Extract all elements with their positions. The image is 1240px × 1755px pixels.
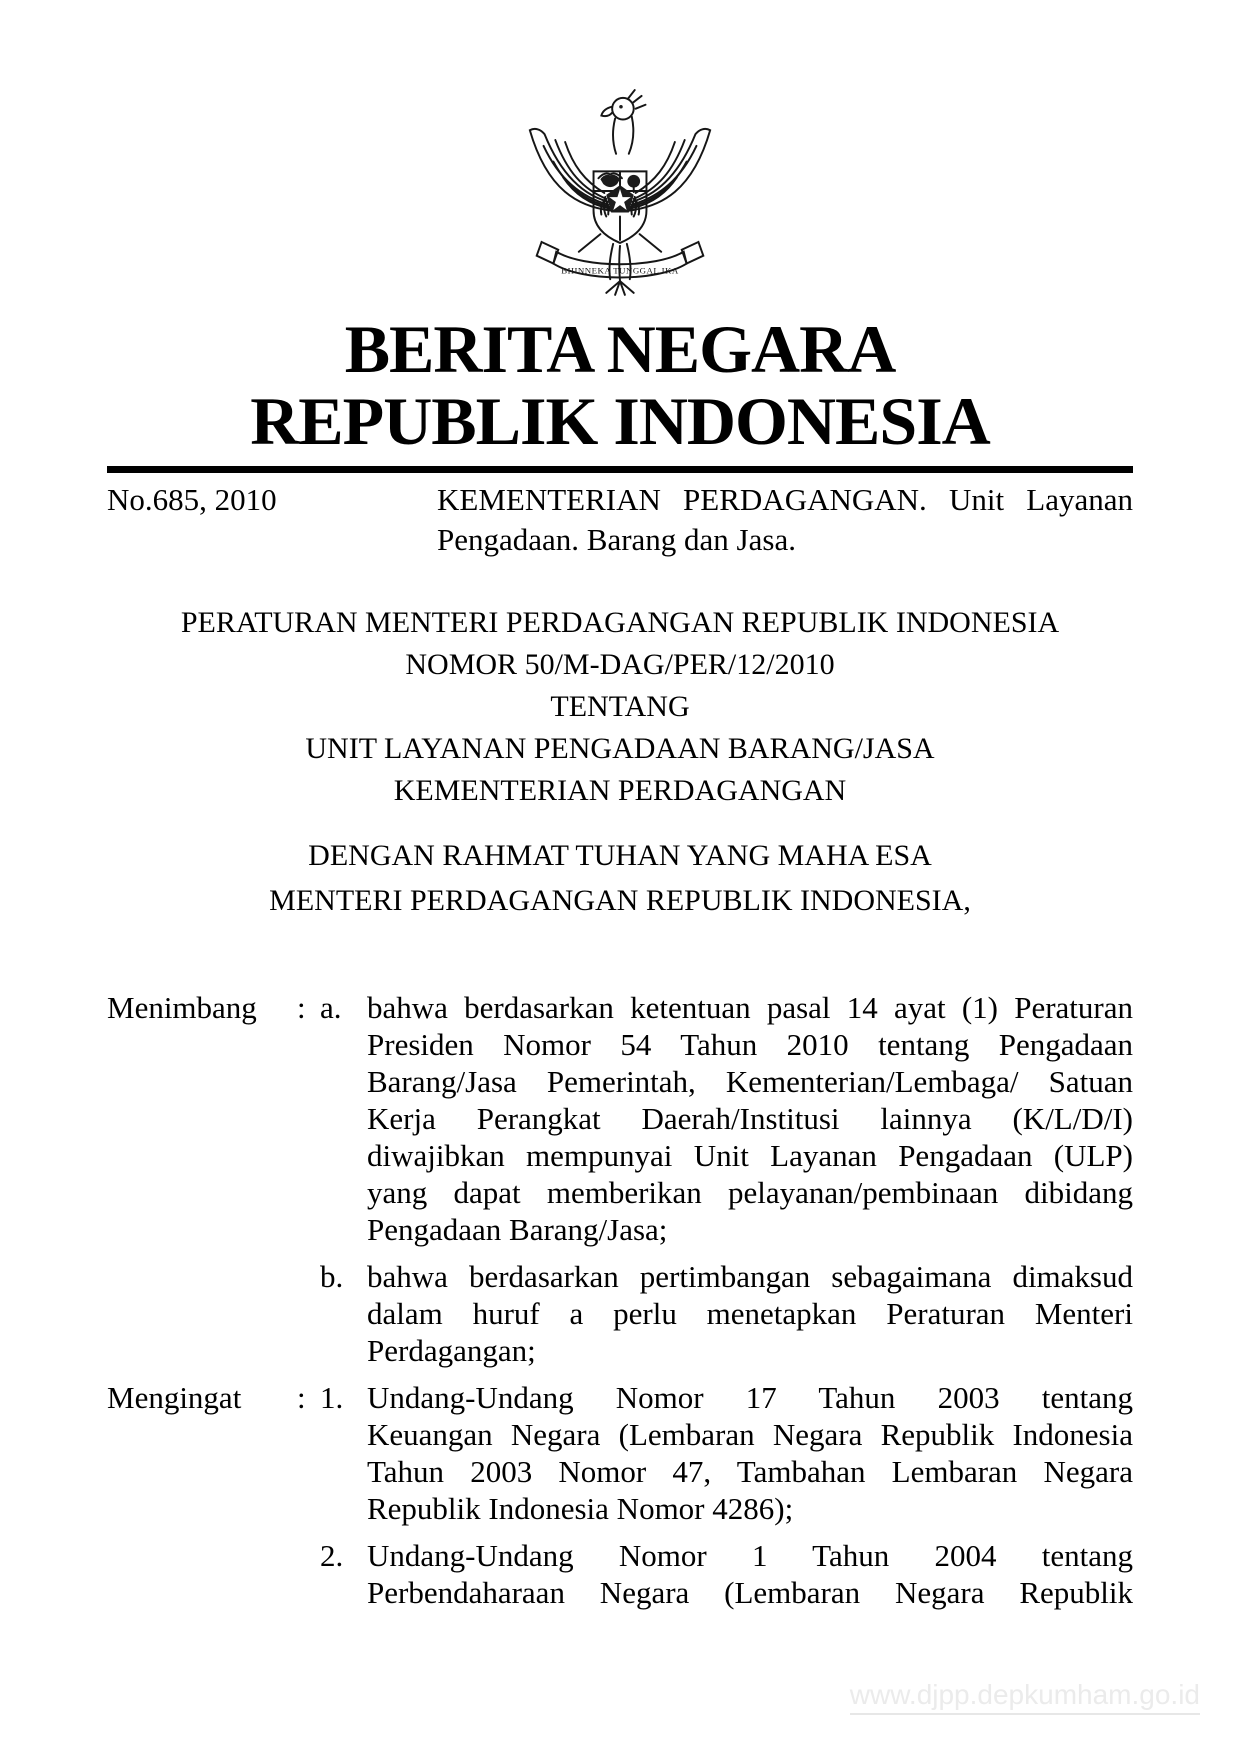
- page-content: [107, 85, 1133, 1611]
- gazette-title-line2: REPUBLIK INDONESIA: [250, 383, 990, 459]
- clause-colon: :: [297, 1380, 306, 1415]
- clause-text: [367, 1379, 1133, 1527]
- clause-row: [107, 989, 1133, 1248]
- clause-line: Kerja Perangkat Daerah/Institusi lainnya (K/L/D/I): [367, 1101, 1133, 1136]
- clause-colon: :: [297, 990, 306, 1025]
- clause-line: Perbendaharaan Negara (Lembaran Negara Republik: [367, 1575, 1133, 1610]
- watermark-url: www.djpp.depkumham.go.id: [850, 1680, 1200, 1715]
- masthead-rule: [107, 466, 1133, 473]
- garuda-pancasila-emblem: [522, 85, 718, 297]
- regulation-tentang-line: TENTANG: [550, 690, 690, 723]
- clause-row: [107, 1258, 1133, 1369]
- left-wing: [530, 129, 612, 211]
- clause-text: [367, 989, 1133, 1248]
- pancasila-shield: [594, 171, 647, 243]
- clause-line: diwajibkan mempunyai Unit Layanan Pengadaan (ULP): [367, 1138, 1133, 1173]
- clause-line: Pengadaan Barang/Jasa;: [367, 1212, 668, 1247]
- clause-line: Keuangan Negara (Lembaran Negara Republik Indonesia: [367, 1417, 1133, 1452]
- issue-subject: [437, 480, 1133, 560]
- regulation-subject-line2: KEMENTERIAN PERDAGANGAN: [393, 774, 847, 807]
- clause-marker: 2.: [320, 1538, 344, 1573]
- clause-line: bahwa berdasarkan ketentuan pasal 14 ayat (1) Peraturan: [367, 990, 1133, 1025]
- clause-label: [107, 1258, 297, 1369]
- preamble: [107, 833, 1133, 923]
- gazette-masthead: [107, 313, 1133, 457]
- clause-colon: [297, 1537, 320, 1611]
- clause-label: Mengingat: [107, 1380, 242, 1415]
- preamble-line1: DENGAN RAHMAT TUHAN YANG MAHA ESA: [308, 839, 932, 872]
- clause-label: Menimbang: [107, 990, 257, 1025]
- clause-row: [107, 1379, 1133, 1527]
- garuda-head: [601, 90, 645, 154]
- clause-line: dalam huruf a perlu menetapkan Peraturan Menteri: [367, 1296, 1133, 1331]
- clause-line: Presiden Nomor 54 Tahun 2010 tentang Pengadaan: [367, 1027, 1133, 1062]
- clause-line: yang dapat memberikan pelayanan/pembinaan dibidang: [367, 1175, 1133, 1210]
- gazette-title-line1: BERITA NEGARA: [344, 311, 896, 387]
- motto-text: BHINNEKA TUNGGAL IKA: [561, 265, 679, 276]
- clause-text: [367, 1258, 1133, 1369]
- regulation-subject-line1: UNIT LAYANAN PENGADAAN BARANG/JASA: [305, 732, 935, 765]
- clause-line: Undang-Undang Nomor 17 Tahun 2003 tentang: [367, 1380, 1133, 1415]
- clause-line: Undang-Undang Nomor 1 Tahun 2004 tentang: [367, 1538, 1133, 1573]
- preamble-line2: MENTERI PERDAGANGAN REPUBLIK INDONESIA,: [269, 884, 971, 917]
- clause-label: [107, 1537, 297, 1611]
- regulation-title-line: PERATURAN MENTERI PERDAGANGAN REPUBLIK INDONESIA: [180, 606, 1060, 639]
- issue-subject-line1: KEMENTERIAN PERDAGANGAN. Unit Layanan: [437, 482, 1133, 517]
- clauses: [107, 989, 1133, 1611]
- regulation-title: [107, 602, 1133, 812]
- right-wing: [628, 129, 710, 211]
- issue-subject-line2: Pengadaan. Barang dan Jasa.: [437, 522, 796, 557]
- clause-row: [107, 1537, 1133, 1611]
- issue-header: [107, 480, 1133, 560]
- clause-line: Barang/Jasa Pemerintah, Kementerian/Lembaga/ Satuan: [367, 1064, 1133, 1099]
- clause-text: [367, 1537, 1133, 1611]
- clause-line: Tahun 2003 Nomor 47, Tambahan Lembaran Negara: [367, 1454, 1133, 1489]
- clause-line: Republik Indonesia Nomor 4286);: [367, 1491, 794, 1526]
- issue-number: No.685, 2010: [107, 482, 277, 517]
- regulation-number-line: NOMOR 50/M-DAG/PER/12/2010: [405, 648, 835, 681]
- clause-marker: b.: [320, 1259, 344, 1294]
- clause-line: Perdagangan;: [367, 1333, 536, 1368]
- clause-line: bahwa berdasarkan pertimbangan sebagaimana dimaksud: [367, 1259, 1133, 1294]
- clause-colon: [297, 1258, 320, 1369]
- clause-marker: 1.: [320, 1380, 344, 1415]
- clause-marker: a.: [320, 990, 342, 1025]
